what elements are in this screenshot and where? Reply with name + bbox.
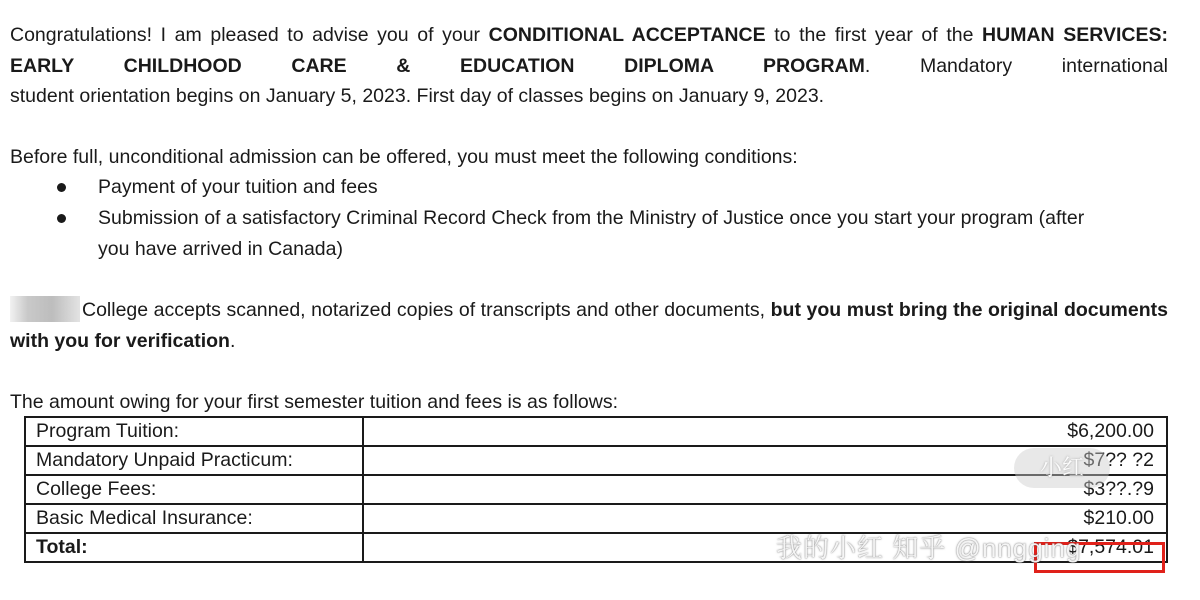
table-row — [25, 417, 1167, 446]
conditions-intro: Before full, unconditional admission can be offered, you must meet the following conditions: — [10, 146, 798, 168]
total-label: Total: — [25, 533, 363, 562]
amount-owing-intro: The amount owing for your first semester tuition and fees is as follows: — [10, 391, 619, 413]
conditions-list — [0, 172, 1200, 265]
redacted-college-name — [10, 296, 80, 322]
acceptance-paragraph: Congratulations! I am pleased to advise you of your CONDITIONAL ACCEPTANCE to the first year of the HUMAN SERVICES: EARLY CHILDHOOD CARE & EDUCATION DIPLOMA PROGRAM. Mandatory international — [10, 24, 1169, 77]
program-name-bold: HUMAN SERVICES: EARLY CHILDHOOD CARE & EDUCATION DIPLOMA PROGRAM — [10, 24, 1168, 77]
watermark-text: 我的小红 知乎 @nngging — [776, 533, 1082, 563]
fee-label: Program Tuition: — [25, 417, 363, 446]
condition-item: Submission of a satisfactory Criminal Record Check from the Ministry of Justice once you start your program (after you have arrived in Canada) — [0, 203, 1098, 265]
fee-amount: $3??.?9 — [363, 475, 1167, 504]
table-row — [25, 475, 1167, 504]
conditional-acceptance-bold: CONDITIONAL ACCEPTANCE — [488, 24, 766, 46]
table-row — [25, 446, 1167, 475]
orientation-dates-line: student orientation begins on January 5, 2023. First day of classes begins on January 9, 2023. — [10, 85, 825, 107]
documents-paragraph: College accepts scanned, notarized copies of transcripts and other documents, but you must bring the original documents with you for verification. — [10, 295, 1168, 356]
total-amount: $7,574.01 — [363, 533, 1167, 562]
bullet-icon — [57, 214, 66, 223]
fee-amount: $6,200.00 — [363, 417, 1167, 446]
fee-label: College Fees: — [25, 475, 363, 504]
bullet-icon — [57, 183, 66, 192]
fee-label: Basic Medical Insurance: — [25, 504, 363, 533]
watermark-badge: 小红 — [1014, 448, 1110, 488]
fee-amount: $210.00 — [363, 504, 1167, 533]
condition-item: Payment of your tuition and fees — [0, 172, 1098, 203]
fee-label: Mandatory Unpaid Practicum: — [25, 446, 363, 475]
original-documents-bold: but you must bring the original documents with you for verification — [10, 299, 1168, 352]
fee-amount: $7?? ?2 — [363, 446, 1167, 475]
